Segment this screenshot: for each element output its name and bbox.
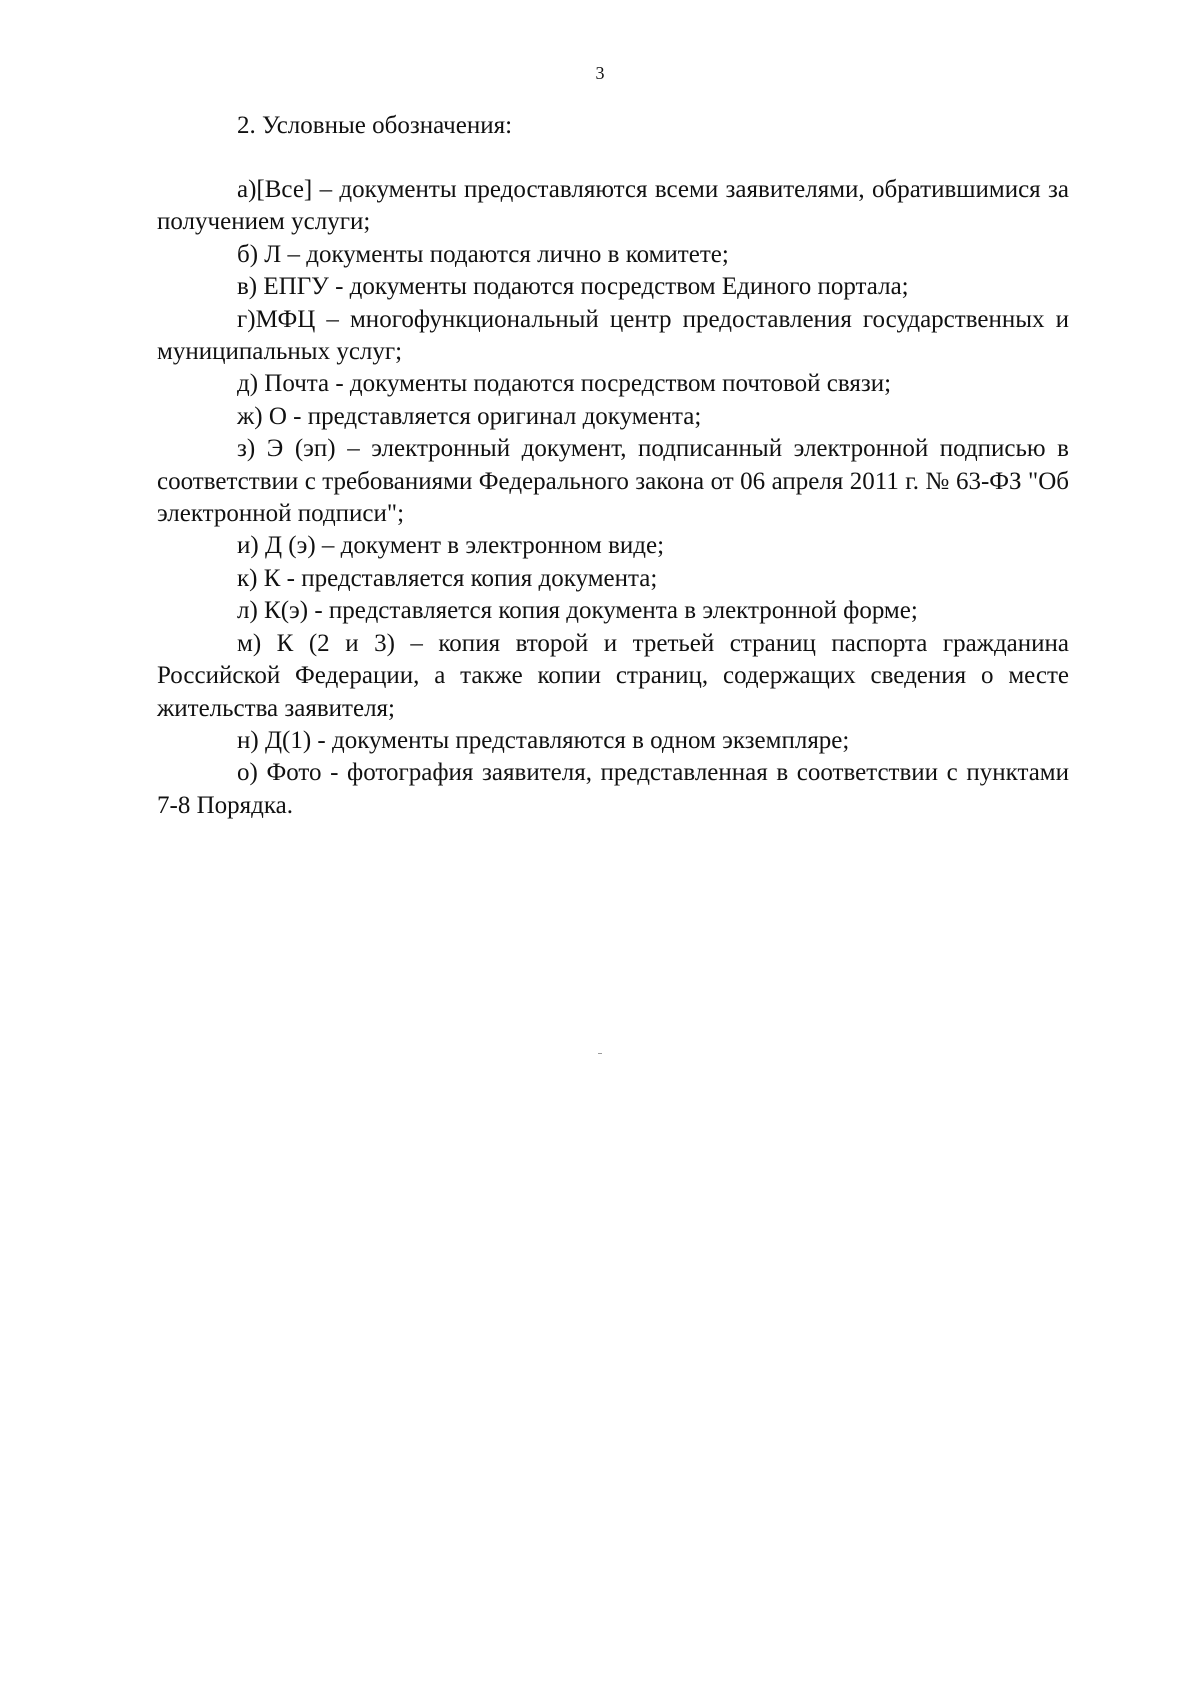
legend-item-electronic-copy: л) К(э) - представляется копия документа в электронной форме; xyxy=(237,597,918,625)
scan-speck xyxy=(598,1053,602,1054)
legend-item-copy: к) К - представляется копия документа; xyxy=(237,564,658,592)
section-title: 2. Условные обозначения: xyxy=(237,112,513,139)
legend-item-electronic-signed: з) Э (эп) – электронный документ, подписанный электронной подписью в соответствии с требованиями Федерального закона от 06 апреля 2011 г. № 63-ФЗ "Об электронной подписи"; xyxy=(157,435,1069,528)
legend-item-mfc: г)МФЦ – многофункциональный центр предоставления государственных и муниципальных услуг; xyxy=(157,305,1069,366)
legend-item-all: а)[Все] – документы предоставляются всеми заявителями, обратившимися за получением услуги; xyxy=(157,176,1069,236)
legend-item-single-copy: н) Д(1) - документы представляются в одном экземпляре; xyxy=(237,726,850,754)
legend-item-personal: б) Л – документы подаются лично в комитете; xyxy=(237,240,729,268)
page-number: 3 xyxy=(595,63,605,83)
legend-item-photo: о) Фото - фотография заявителя, представленная в соответствии с пунктами 7-8 Порядка. xyxy=(157,759,1069,819)
legend-item-original: ж) О - представляется оригинал документа; xyxy=(237,402,702,430)
legend-item-post: д) Почта - документы подаются посредством почтовой связи; xyxy=(237,370,892,398)
legend-item-passport-copy: м) К (2 и 3) – копия второй и третьей страниц паспорта гражданина Российской Федерации, а также копии страниц, содержащих сведения о месте жительства заявителя; xyxy=(157,629,1069,722)
legend-item-epgu: в) ЕПГУ - документы подаются посредством Единого портала; xyxy=(237,273,909,301)
legend-item-electronic-document: и) Д (э) – документ в электронном виде; xyxy=(237,532,665,560)
legend-list xyxy=(157,174,1069,822)
